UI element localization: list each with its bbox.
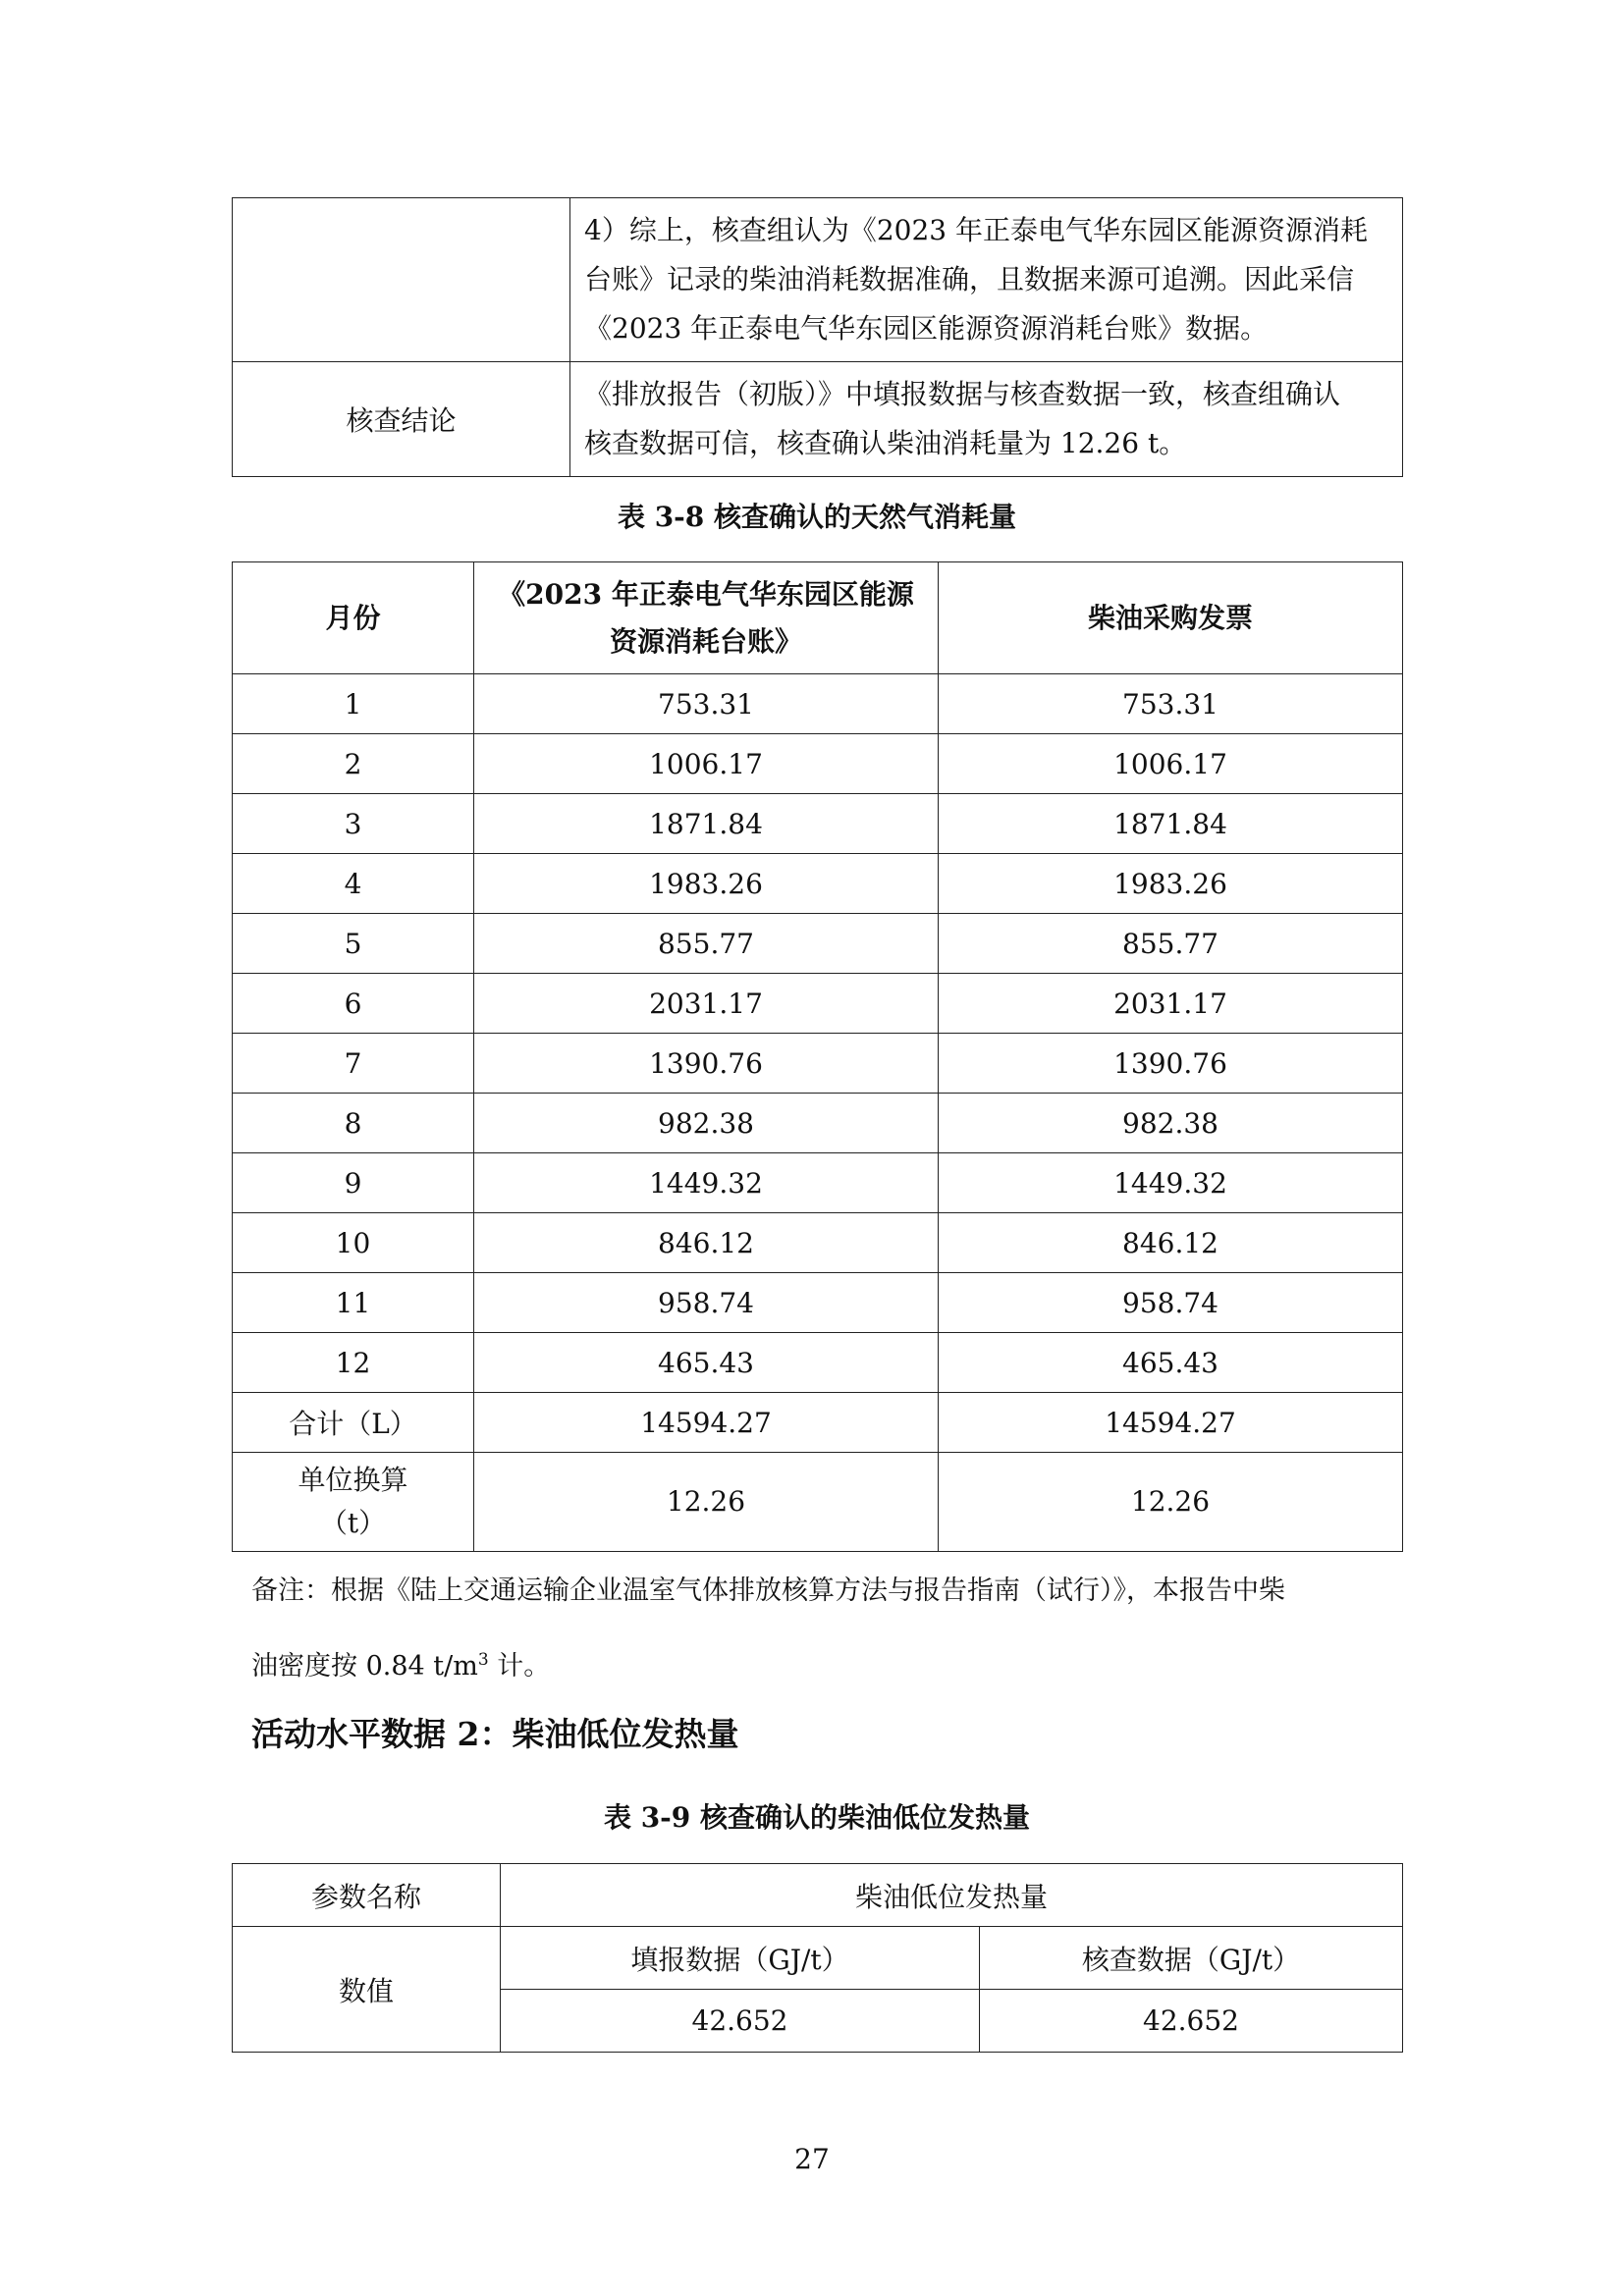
month-cell: 10: [233, 1213, 474, 1273]
summary-line: 台账》记录的柴油消耗数据准确，且数据来源可追溯。因此采信: [584, 263, 1355, 295]
note-text: 计。: [488, 1651, 551, 1682]
total-label: 合计（L）: [233, 1393, 474, 1453]
invoice-cell: 1871.84: [939, 794, 1403, 854]
note-text: 油密度按 0.84 t/m: [251, 1651, 478, 1682]
table-row: [233, 1864, 1403, 1927]
table-row: [233, 914, 1403, 974]
ledger-cell: 2031.17: [474, 974, 939, 1034]
table-note: [251, 1557, 1402, 1701]
empty-cell: [233, 198, 570, 362]
param-label: 参数名称: [233, 1864, 501, 1927]
conclusion-line: 《排放报告（初版）》中填报数据与核查数据一致，核查组确认: [584, 378, 1341, 410]
month-cell: 7: [233, 1034, 474, 1094]
ledger-cell: 753.31: [474, 674, 939, 734]
header-ledger: [474, 562, 939, 674]
month-cell: 2: [233, 734, 474, 794]
invoice-cell: 2031.17: [939, 974, 1403, 1034]
invoice-cell: 958.74: [939, 1273, 1403, 1333]
table-row: [233, 1927, 1403, 1990]
ledger-cell: 1006.17: [474, 734, 939, 794]
summary-line: 《2023 年正泰电气华东园区能源资源消耗台账》数据。: [584, 312, 1269, 345]
total-row: [233, 1393, 1403, 1453]
table-row: [233, 362, 1403, 477]
table-row: [233, 674, 1403, 734]
unit-conversion-row: [233, 1453, 1403, 1552]
month-cell: 5: [233, 914, 474, 974]
summary-paragraph-cell: [570, 198, 1403, 362]
table-row: [233, 1213, 1403, 1273]
table-3-9-caption: 表 3-9 核查确认的柴油低位发热量: [603, 1801, 1031, 1834]
table-row: [233, 1094, 1403, 1153]
invoice-cell: 1449.32: [939, 1153, 1403, 1213]
value-label: 数值: [233, 1927, 501, 2053]
unit-label-line: 单位换算: [298, 1464, 408, 1496]
month-cell: 9: [233, 1153, 474, 1213]
month-cell: 3: [233, 794, 474, 854]
ledger-cell: 1983.26: [474, 854, 939, 914]
verification-continuation-table: [232, 197, 1403, 477]
table-row: [233, 1273, 1403, 1333]
month-cell: 6: [233, 974, 474, 1034]
invoice-cell: 465.43: [939, 1333, 1403, 1393]
invoice-cell: 846.12: [939, 1213, 1403, 1273]
table-row: [233, 734, 1403, 794]
invoice-cell: 1983.26: [939, 854, 1403, 914]
table-row: [233, 1333, 1403, 1393]
summary-line: 4）综上，核查组认为《2023 年正泰电气华东园区能源资源消耗: [584, 214, 1368, 246]
table-header-row: [233, 562, 1403, 674]
conclusion-line: 核查数据可信，核查确认柴油消耗量为 12.26 t。: [584, 427, 1187, 459]
unit-label-line: （t）: [319, 1507, 387, 1539]
ledger-cell: 846.12: [474, 1213, 939, 1273]
unit-ledger: 12.26: [474, 1453, 939, 1552]
conclusion-text-cell: [570, 362, 1403, 477]
table-row: [233, 854, 1403, 914]
header-ledger-line: 《2023 年正泰电气华东园区能源: [498, 577, 914, 611]
reported-value: 42.652: [501, 1990, 980, 2053]
verified-header: 核查数据（GJ/t）: [980, 1927, 1403, 1990]
invoice-cell: 1006.17: [939, 734, 1403, 794]
page-number: 27: [794, 2143, 830, 2175]
table-3-8: [232, 561, 1403, 1552]
table-row: [233, 1034, 1403, 1094]
table-row: [233, 198, 1403, 362]
month-cell: 8: [233, 1094, 474, 1153]
unit-invoice: 12.26: [939, 1453, 1403, 1552]
month-cell: 4: [233, 854, 474, 914]
invoice-cell: 982.38: [939, 1094, 1403, 1153]
table-row: [233, 794, 1403, 854]
ledger-cell: 1390.76: [474, 1034, 939, 1094]
verified-value: 42.652: [980, 1990, 1403, 2053]
header-month: 月份: [233, 562, 474, 674]
note-line: [251, 1626, 1402, 1701]
section-heading: 活动水平数据 2：柴油低位发热量: [251, 1715, 739, 1753]
ledger-cell: 958.74: [474, 1273, 939, 1333]
invoice-cell: 753.31: [939, 674, 1403, 734]
table-3-9: [232, 1863, 1403, 2053]
param-value: 柴油低位发热量: [501, 1864, 1403, 1927]
conclusion-label: 核查结论: [233, 362, 570, 477]
ledger-cell: 982.38: [474, 1094, 939, 1153]
note-superscript: 3: [477, 1650, 489, 1670]
header-invoice: 柴油采购发票: [939, 562, 1403, 674]
note-line: 备注：根据《陆上交通运输企业温室气体排放核算方法与报告指南（试行）》，本报告中柴: [251, 1575, 1285, 1606]
header-ledger-line: 资源消耗台账》: [609, 624, 802, 658]
invoice-cell: 1390.76: [939, 1034, 1403, 1094]
invoice-cell: 855.77: [939, 914, 1403, 974]
ledger-cell: 1871.84: [474, 794, 939, 854]
ledger-cell: 855.77: [474, 914, 939, 974]
total-invoice: 14594.27: [939, 1393, 1403, 1453]
ledger-cell: 465.43: [474, 1333, 939, 1393]
reported-header: 填报数据（GJ/t）: [501, 1927, 980, 1990]
table-3-8-caption: 表 3-8 核查确认的天然气消耗量: [617, 501, 1017, 533]
month-cell: 1: [233, 674, 474, 734]
unit-label: [233, 1453, 474, 1552]
table-row: [233, 1153, 1403, 1213]
ledger-cell: 1449.32: [474, 1153, 939, 1213]
total-ledger: 14594.27: [474, 1393, 939, 1453]
month-cell: 12: [233, 1333, 474, 1393]
month-cell: 11: [233, 1273, 474, 1333]
table-row: [233, 974, 1403, 1034]
